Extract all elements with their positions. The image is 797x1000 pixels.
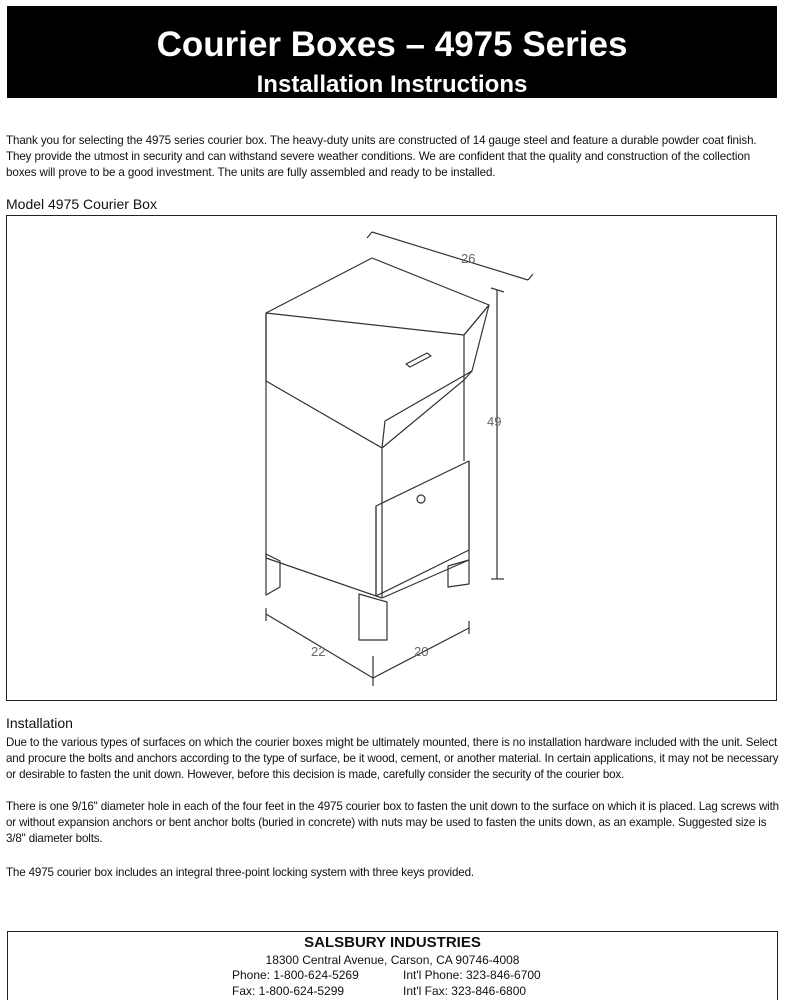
page-title: Courier Boxes – 4975 Series [156,25,628,64]
installation-heading: Installation [6,715,73,731]
installation-paragraph-3: The 4975 courier box includes an integral three-point locking system with three keys provided. [6,866,474,879]
company-address: 18300 Central Avenue, Carson, CA 90746-4008 [265,953,520,967]
intro-paragraph: Thank you for selecting the 4975 series courier box. The heavy-duty units are constructed of 14 gauge steel and feature a durable powder coat finish. They provide the utmost in security and can withstand severe weather conditions. We are confident that the quality and construction of the collection boxes will prove to be a good investment. The units are fully assembled and ready to be installed. [6,134,757,180]
phone-number: Phone: 1-800-624-5269 [232,968,359,982]
box-chute-face [382,305,489,448]
page-subtitle: Installation Instructions [256,71,528,98]
lock-icon [417,495,425,503]
dimension-right: 20 [414,644,429,659]
company-footer [7,931,778,1000]
dimension-height: 49 [487,414,502,429]
courier-box-diagram [6,215,777,701]
courier-box-drawing [7,216,778,702]
lid-handle [406,353,431,367]
model-heading: Model 4975 Courier Box [6,196,157,212]
front-door [376,461,469,596]
box-upper-left-face [266,313,382,448]
title-banner [7,6,777,98]
installation-paragraph-1: Due to the various types of surfaces on which the courier boxes might be ultimately mounted, there is no installation hardware included with the unit. Select and procure the bolts and anchors according to the type of surface, be it wood, cement, or another material. In certain applications, it may not be necessary or desirable to fasten the unit down. However, before this decision is made, carefully consider the security of the courier box. [6,736,779,782]
intl-phone-number: Int'l Phone: 323-846-6700 [403,968,541,982]
box-lid-top [266,258,489,335]
foot-front [359,594,387,640]
company-name: SALSBURY INDUSTRIES [304,934,481,951]
fax-number: Fax: 1-800-624-5299 [232,984,345,998]
intl-fax-number: Int'l Fax: 323-846-6800 [403,984,527,998]
installation-paragraph-2: There is one 9/16" diameter hole in each of the four feet in the 4975 courier box to fasten the unit down to the surface on which it is placed. Lag screws with or without expansion anchors or bent anchor bolts (buried in concrete) with nuts may be used to fasten the units down, as an example. Suggested size is 3/8" diameter bolts. [6,800,779,846]
dimension-left: 22 [311,644,326,659]
dimension-depth-top: 26 [461,251,476,266]
